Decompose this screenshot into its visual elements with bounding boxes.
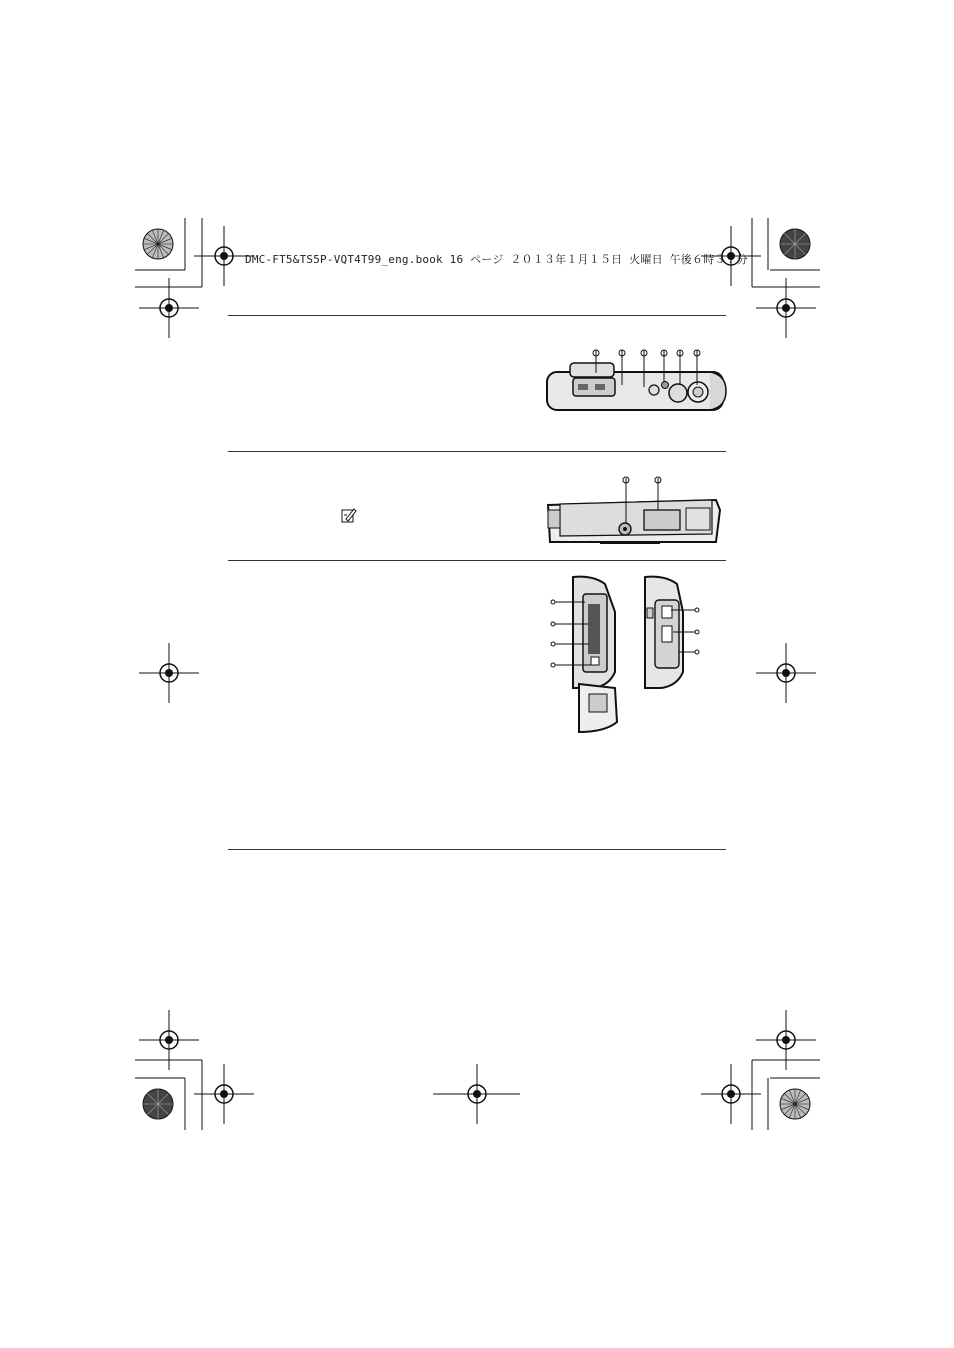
camera-top-view-illustration: [540, 345, 730, 415]
section-rule-top: [228, 315, 726, 316]
section-rule-3: [228, 560, 726, 561]
camera-bottom-view-illustration: [540, 470, 730, 550]
pencil-edit-icon: [341, 506, 357, 524]
section-rule-2: [228, 451, 726, 452]
print-header: DMC-FT5&TS5P-VQT4T99_eng.book 16 ページ ２０１３年１月１５日 火曜日 午後６時３７分: [245, 253, 748, 266]
camera-side-views-illustration: [545, 572, 730, 737]
section-rule-bottom: [228, 849, 726, 850]
